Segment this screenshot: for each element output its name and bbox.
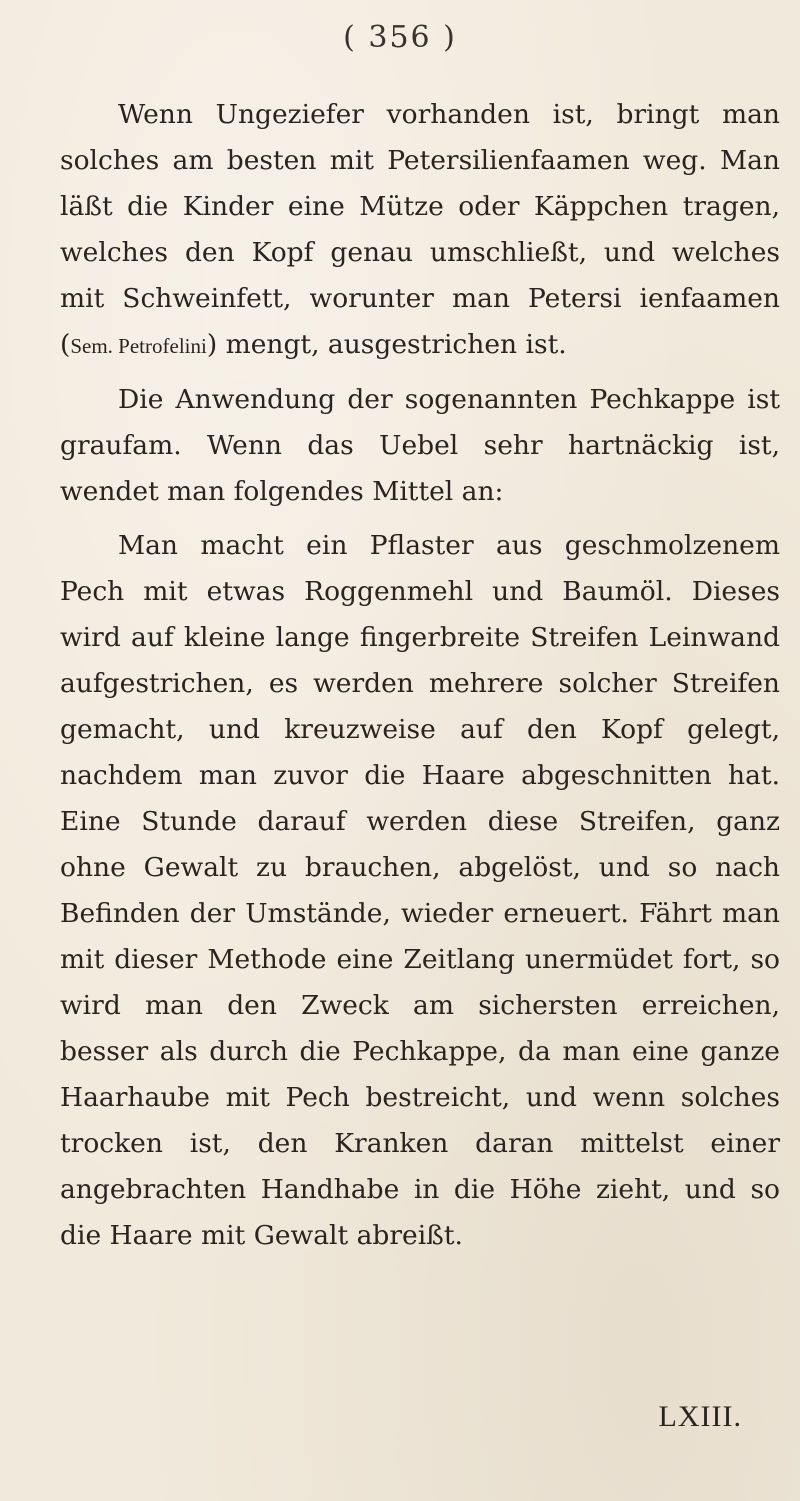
body-text [60,92,780,1259]
page-number: ( 356 ) [343,20,457,55]
paragraph-1-text-end: ) mengt, ausgestrichen ist. [206,329,567,360]
paragraph-1-text-start: Wenn Ungeziefer vorhanden ist, bringt man solches am besten mit Petersilienfaamen weg. Man läßt die Kinder eine Mütze oder Käppchen tragen, welches den Kopf genau umschließt, und welches mit Schweinfett, worunter man Petersi ienfaamen ( [60,99,780,360]
paragraph-3: Man macht ein Pflaster aus geschmolzenem Pech mit etwas Roggenmehl und Baumöl. Dieses wird auf kleine lange fingerbreite Streifen Leinwand aufgestrichen, es werden mehrere solcher Streifen gemacht, und kreuzweise auf den Kopf gelegt, nachdem man zuvor die Haare abgeschnitten hat. Eine Stunde darauf werden diese Streifen, ganz ohne Gewalt zu brauchen, abgelöst, und so nach Befinden der Umstände, wieder erneuert. Fährt man mit dieser Methode eine Zeitlang unermüdet fort, so wird man den Zweck am sichersten erreichen, besser als durch die Pechkappe, da man eine ganze Haarhaube mit Pech bestreicht, und wenn solches trocken ist, den Kranken daran mittelst einer angebrachten Handhabe in die Höhe zieht, und so die Haare mit Gewalt abreißt. [60,530,780,1251]
latin-term: Sem. Petrofelini [70,334,207,358]
paragraph-2: Die Anwendung der sogenannten Pechkappe ist graufam. Wenn das Uebel sehr hartnäckig ist, wendet man folgendes Mittel an: [60,384,780,507]
catchword: LXIII. [658,1400,742,1433]
paragraph-1 [60,92,780,369]
